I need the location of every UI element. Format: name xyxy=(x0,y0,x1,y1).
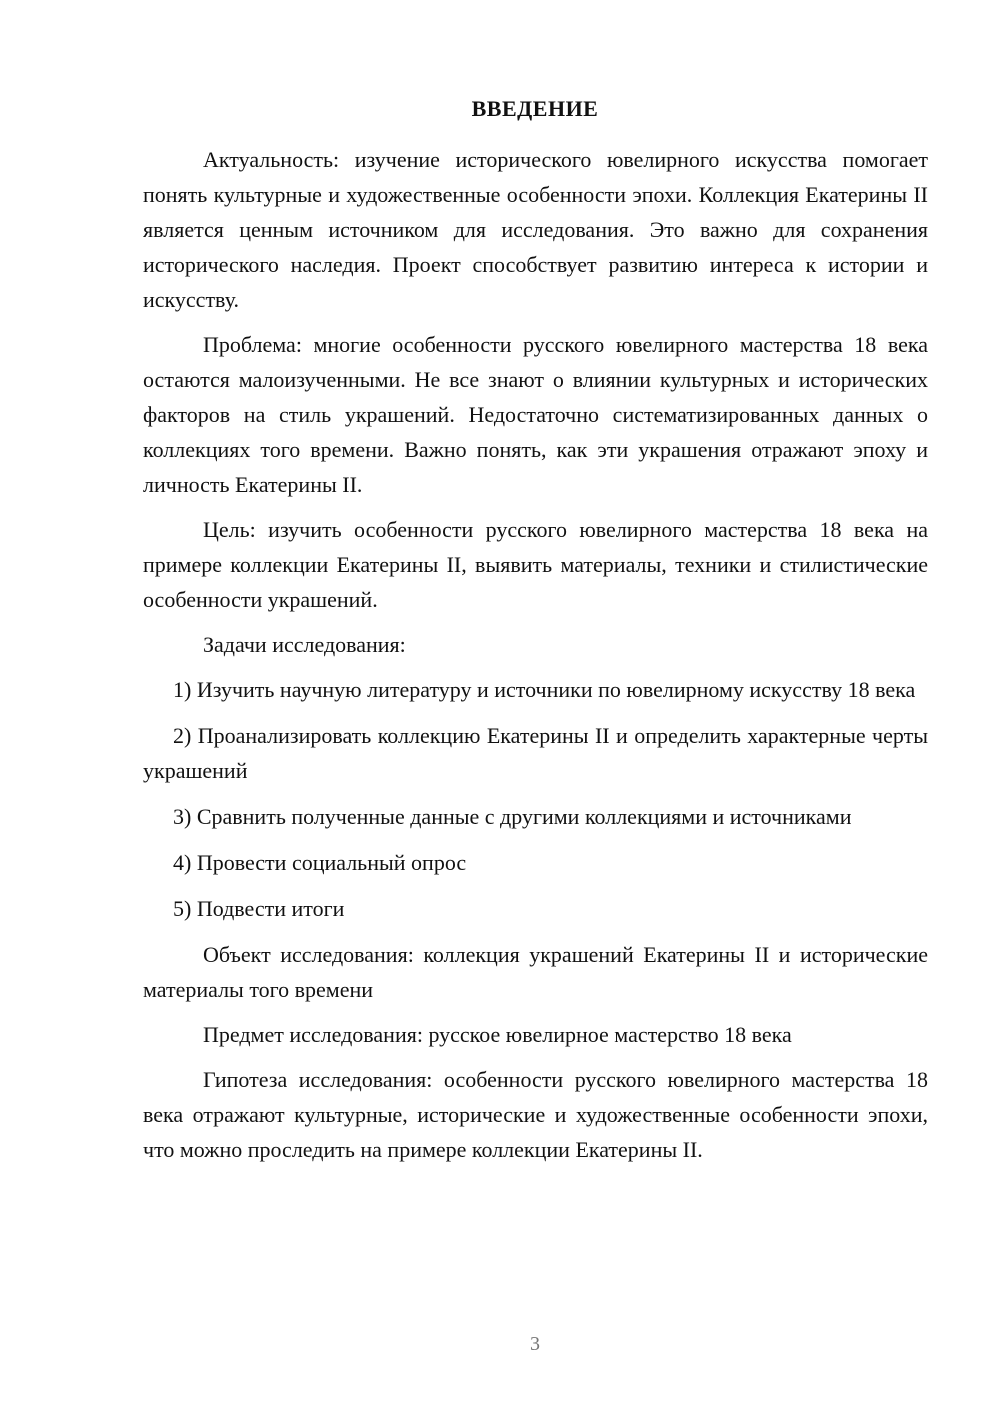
hypothesis-paragraph: Гипотеза исследования: особенности русского ювелирного мастерства 18 века отражают культурные, исторические и художественные особенности эпохи, что можно проследить на примере коллекции Екатерины II. xyxy=(143,1067,928,1162)
task-item-2: 2) Проанализировать коллекцию Екатерины II и определить характерные черты украшений xyxy=(143,723,928,783)
object-paragraph: Объект исследования: коллекция украшений Екатерины II и исторические материалы того времени xyxy=(143,942,928,1002)
tasks-heading: Задачи исследования: xyxy=(203,632,406,657)
task-item-4: 4) Провести социальный опрос xyxy=(173,850,467,875)
document-body xyxy=(143,142,928,1177)
problem-paragraph: Проблема: многие особенности русского ювелирного мастерства 18 века остаются малоизученными. Не все знают о влиянии культурных и исторических факторов на стиль украшений. Недостаточно систематизированных данных о коллекциях того времени. Важно понять, как эти украшения отражают эпоху и личность Екатерины II. xyxy=(143,332,928,497)
relevance-paragraph: Актуальность: изучение исторического ювелирного искусства помогает понять культурные и художественные особенности эпохи. Коллекция Екатерины II является ценным источником для исследования. Это важно для сохранения исторического наследия. Проект способствует развитию интереса к истории и искусству. xyxy=(143,147,928,312)
page-title: ВВЕДЕНИЕ xyxy=(471,96,599,121)
task-item-3: 3) Сравнить полученные данные с другими коллекциями и источниками xyxy=(173,804,852,829)
task-item-1: 1) Изучить научную литературу и источники по ювелирному искусству 18 века xyxy=(173,677,916,702)
page-number: 3 xyxy=(530,1333,540,1355)
subject-paragraph: Предмет исследования: русское ювелирное мастерство 18 века xyxy=(203,1022,792,1047)
task-item-5: 5) Подвести итоги xyxy=(173,896,345,921)
goal-paragraph: Цель: изучить особенности русского ювелирного мастерства 18 века на примере коллекции Екатерины II, выявить материалы, техники и стилистические особенности украшений. xyxy=(143,517,928,612)
